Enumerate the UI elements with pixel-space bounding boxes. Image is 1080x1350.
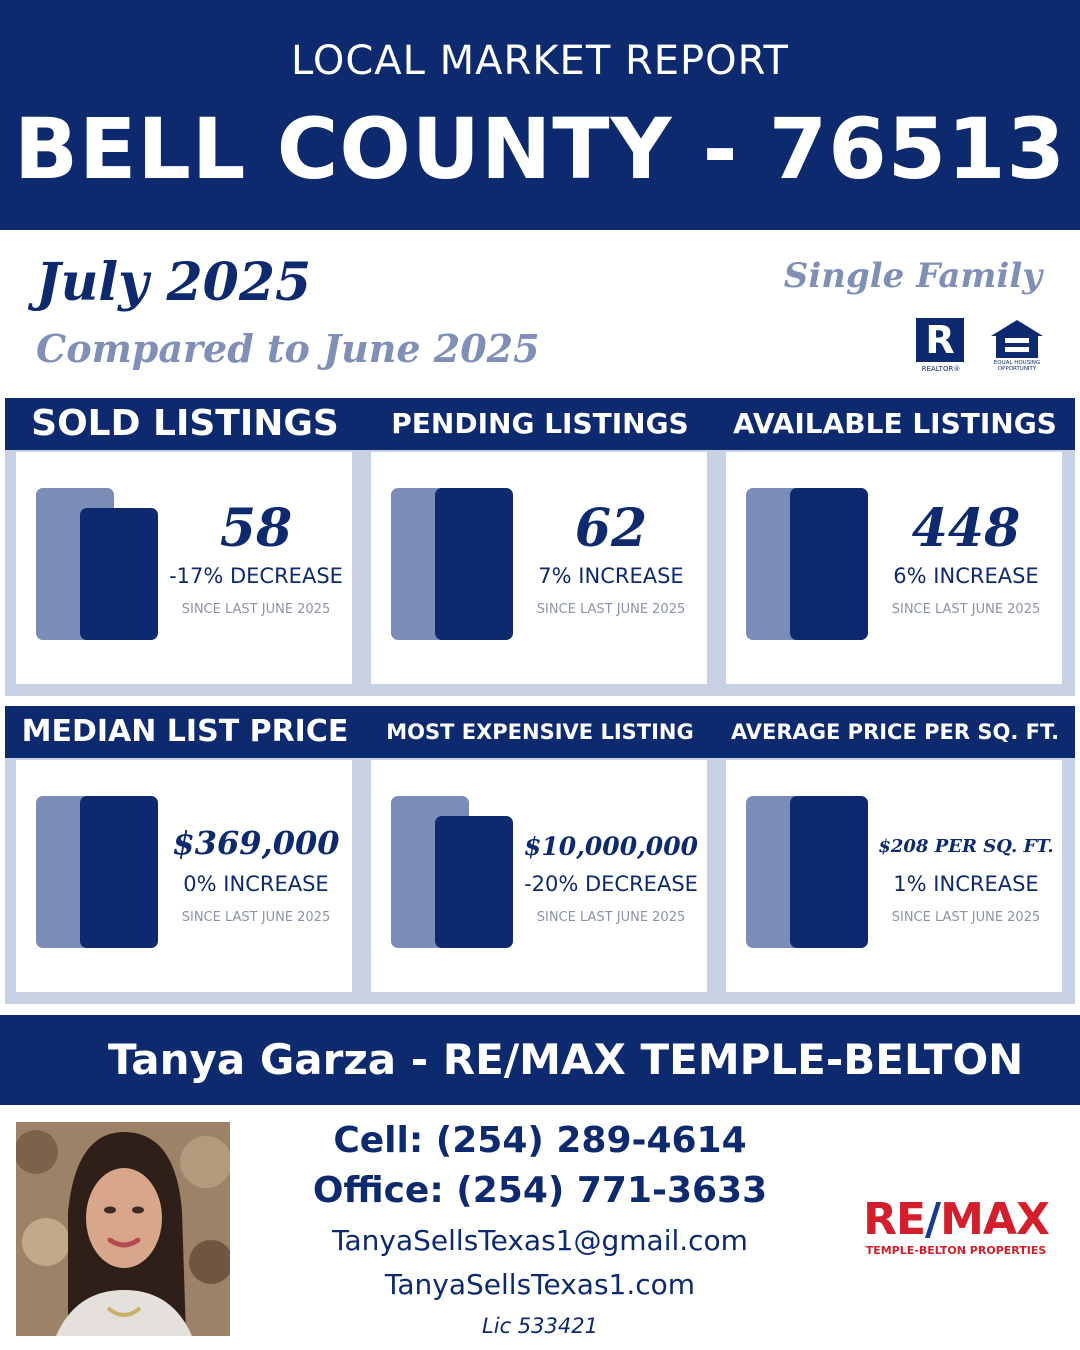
most-expensive-listing-card	[371, 760, 707, 992]
available-listings-card	[726, 452, 1062, 684]
report-header	[0, 0, 1080, 230]
available-listings-change: 6% INCREASE	[893, 564, 1039, 588]
report-month: July 2025	[36, 252, 312, 313]
report-title: BELL COUNTY - 76513	[14, 100, 1066, 198]
stats-row-2-header	[5, 706, 1075, 758]
median-list-price-since: SINCE LAST JUNE 2025	[181, 910, 331, 925]
eho-line-2: OPPORTUNITY	[997, 366, 1037, 372]
available-listings-heading: AVAILABLE LISTINGS	[733, 407, 1057, 440]
average-price-sqft-value: $208 PER SQ. FT.	[878, 836, 1054, 857]
card-shape-front	[790, 796, 868, 948]
equal-housing-icon	[988, 318, 1046, 374]
average-price-sqft-change: 1% INCREASE	[893, 872, 1039, 896]
pending-listings-since: SINCE LAST JUNE 2025	[536, 602, 686, 617]
sold-listings-change: -17% DECREASE	[169, 564, 343, 588]
agent-office-phone[interactable]: Office: (254) 771-3633	[312, 1170, 768, 1211]
pending-listings-change: 7% INCREASE	[538, 564, 684, 588]
remax-logo	[856, 1194, 1056, 1257]
average-price-sqft-since: SINCE LAST JUNE 2025	[891, 910, 1041, 925]
most-expensive-listing-value: $10,000,000	[524, 832, 698, 861]
most-expensive-listing-heading: MOST EXPENSIVE LISTING	[386, 720, 694, 744]
median-list-price-heading: MEDIAN LIST PRICE	[21, 714, 349, 749]
agent-banner: Tanya Garza - RE/MAX TEMPLE-BELTON	[0, 1015, 1080, 1105]
remax-logo-left: RE	[863, 1194, 926, 1245]
agent-license: Lic 533421	[482, 1314, 598, 1338]
stats-row-1-header	[5, 398, 1075, 450]
available-listings-since: SINCE LAST JUNE 2025	[891, 602, 1041, 617]
sold-listings-heading: SOLD LISTINGS	[31, 403, 339, 444]
card-shape-front	[80, 796, 158, 948]
realtor-letter: R	[925, 318, 955, 362]
agent-photo	[16, 1122, 230, 1336]
median-list-price-change: 0% INCREASE	[183, 872, 329, 896]
agent-email[interactable]: TanyaSellsTexas1@gmail.com	[332, 1224, 748, 1257]
agent-cell-phone[interactable]: Cell: (254) 289-4614	[333, 1120, 747, 1161]
card-shape-front	[80, 508, 158, 640]
agent-website[interactable]: TanyaSellsTexas1.com	[384, 1268, 696, 1301]
property-type: Single Family	[783, 256, 1042, 296]
most-expensive-listing-change: -20% DECREASE	[524, 872, 698, 896]
remax-logo-right: MAX	[940, 1194, 1049, 1245]
pending-listings-card	[371, 452, 707, 684]
average-price-sqft-card	[726, 760, 1062, 992]
available-listings-value: 448	[911, 498, 1021, 559]
report-kicker: LOCAL MARKET REPORT	[291, 38, 789, 84]
comparison-period: Compared to June 2025	[36, 326, 540, 371]
pending-listings-heading: PENDING LISTINGS	[391, 407, 689, 440]
median-list-price-card	[16, 760, 352, 992]
eho-line-1: EQUAL HOUSING	[993, 360, 1041, 366]
remax-logo-slash: /	[925, 1194, 941, 1245]
pending-listings-value: 62	[574, 498, 648, 559]
sold-listings-since: SINCE LAST JUNE 2025	[181, 602, 331, 617]
realtor-logo	[916, 318, 966, 374]
average-price-sqft-heading: AVERAGE PRICE PER SQ. FT.	[730, 720, 1060, 744]
realtor-label: REALTOR®	[921, 365, 961, 373]
card-shape-front	[435, 488, 513, 640]
sold-listings-card	[16, 452, 352, 684]
median-list-price-value: $369,000	[172, 824, 340, 862]
most-expensive-listing-since: SINCE LAST JUNE 2025	[536, 910, 686, 925]
remax-tagline: TEMPLE-BELTON PROPERTIES	[865, 1244, 1047, 1257]
card-shape-front	[435, 816, 513, 948]
card-shape-front	[790, 488, 868, 640]
sold-listings-value: 58	[219, 498, 293, 559]
